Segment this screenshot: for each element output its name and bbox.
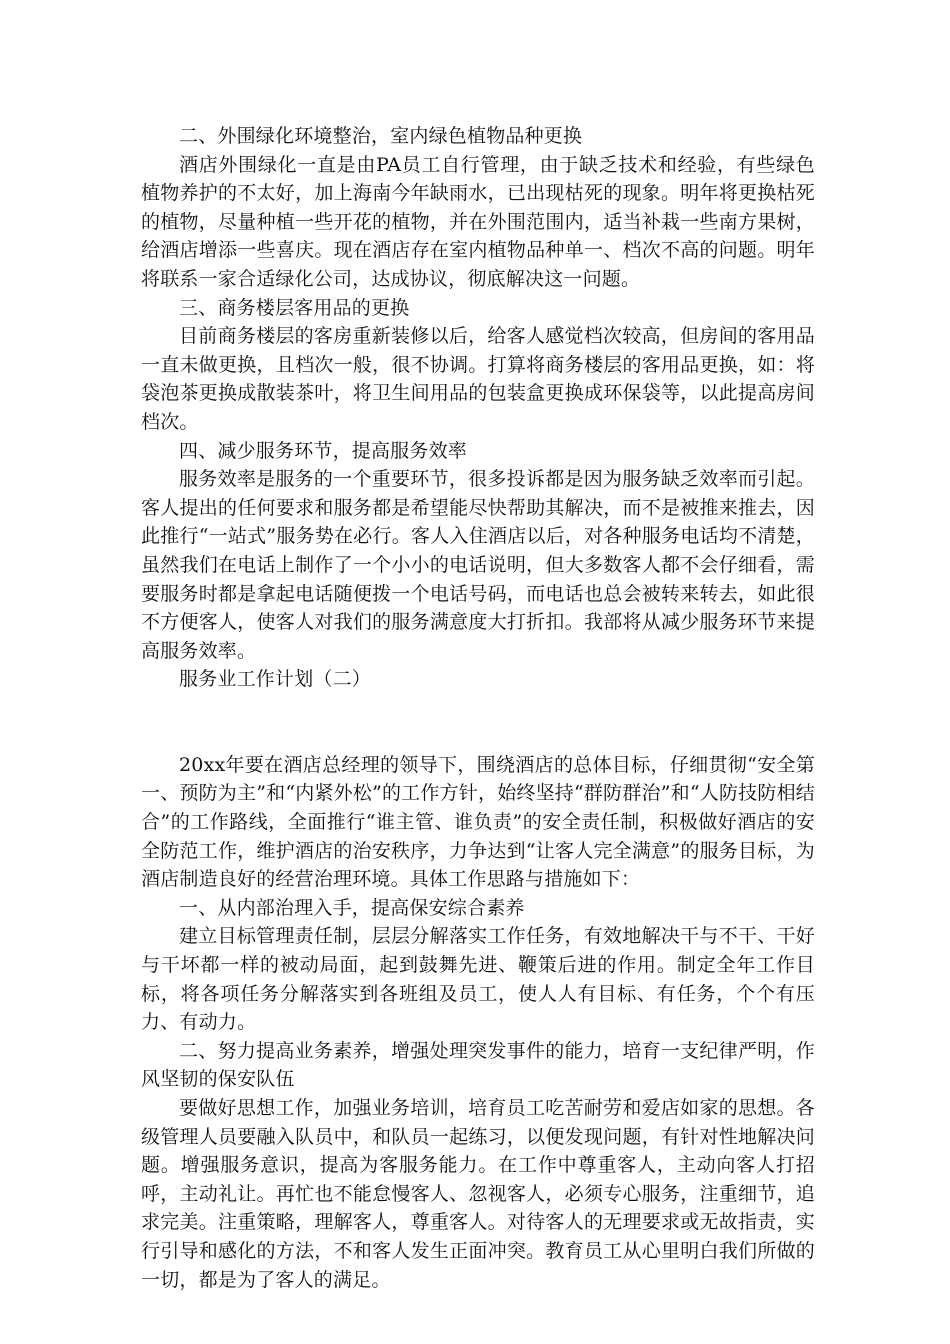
paragraph-efficiency: 服务效率是服务的一个重要环节，很多投诉都是因为服务缺乏效率而引起。客人提出的任何要求和服务都是希望能尽快帮助其解决，而不是被推来推去，因此推行“一站式”服务势在必行。客人入住酒店以后，对各种服务电话均不清楚，虽然我们在电话上制作了一个小小的电话说明，但大多数客人都不会仔细看，需要服务时都是拿起电话随便拨一个电话号码，而电话也总会被转来转去，如此很不方便客人，使客人对我们的服务满意度大打折扣。我部将从减少服务环节来提高服务效率。 [141,468,815,662]
section-heading-efficiency: 四、减少服务环节，提高服务效率 [179,439,468,462]
paragraph-amenities: 目前商务楼层的客房重新装修以后，给客人感觉档次较高，但房间的客用品一直未做更换，且档次一般，很不协调。打算将商务楼层的客用品更换，如：将袋泡茶更换成散装茶叶，将卫生间用品的包装盒更换成环保袋等，以此提高房间档次。 [141,325,815,433]
paragraph-intro: 20xx年要在酒店总经理的领导下，围绕酒店的总体目标，仔细贯彻“安全第一、预防为主”和“内紧外松”的工作方针，始终坚持“群防群治”和“人防技防相结合”的工作路线，全面推行“谁主管、谁负责”的安全责任制，积极做好酒店的安全防范工作，维护酒店的治安秩序，力争达到“让客人完全满意”的服务目标，为酒店制造良好的经营治理环境。具体工作思路与措施如下： [141,753,815,891]
paragraph-greening: 酒店外围绿化一直是由PA员工自行管理，由于缺乏技术和经验，有些绿色植物养护的不太好，加上海南今年缺雨水，已出现枯死的现象。明年将更换枯死的植物，尽量种植一些开花的植物，并在外围范围内，适当补栽一些南方果树，给酒店增添一些喜庆。现在酒店存在室内植物品种单一、档次不高的问题。明年将联系一家合适绿化公司，达成协议，彻底解决这一问题。 [141,153,815,290]
paragraph-skills: 要做好思想工作，加强业务培训，培育员工吃苦耐劳和爱店如家的思想。各级管理人员要融入队员中，和队员一起练习，以便发现问题，有针对性地解决问题。增强服务意识，提高为客服务能力。在工作中尊重客人，主动向客人打招呼，主动礼让。再忙也不能怠慢客人、忽视客人，必须专心服务，注重细节，追求完美。注重策略，理解客人，尊重客人。对待客人的无理要求或无故指责，实行引导和感化的方法，不和客人发生正面冲突。教育员工从心里明白我们所做的一切，都是为了客人的满足。 [141,1097,815,1291]
section-heading-greening: 二、外围绿化环境整治，室内绿色植物品种更换 [179,125,583,147]
blank-gap [141,694,815,751]
document-subtitle: 服务业工作计划（二） [179,668,372,691]
paragraph-internal: 建立目标管理责任制，层层分解落实工作任务，有效地解决干与不干、干好与干坏都一样的被动局面，起到鼓舞先进、鞭策后进的作用。制定全年工作目标，将各项任务分解落实到各班组及员工，使人人有目标、有任务，个个有压力、有动力。 [141,925,815,1034]
section-heading-internal: 一、从内部治理入手，提高保安综合素养 [179,896,525,919]
section-heading-amenities: 三、商务楼层客用品的更换 [179,296,410,319]
document-body [141,122,815,1294]
section-heading-skills: 二、努力提高业务素养，增强处理突发事件的能力，培育一支纪律严明，作风坚韧的保安队伍 [141,1039,815,1091]
